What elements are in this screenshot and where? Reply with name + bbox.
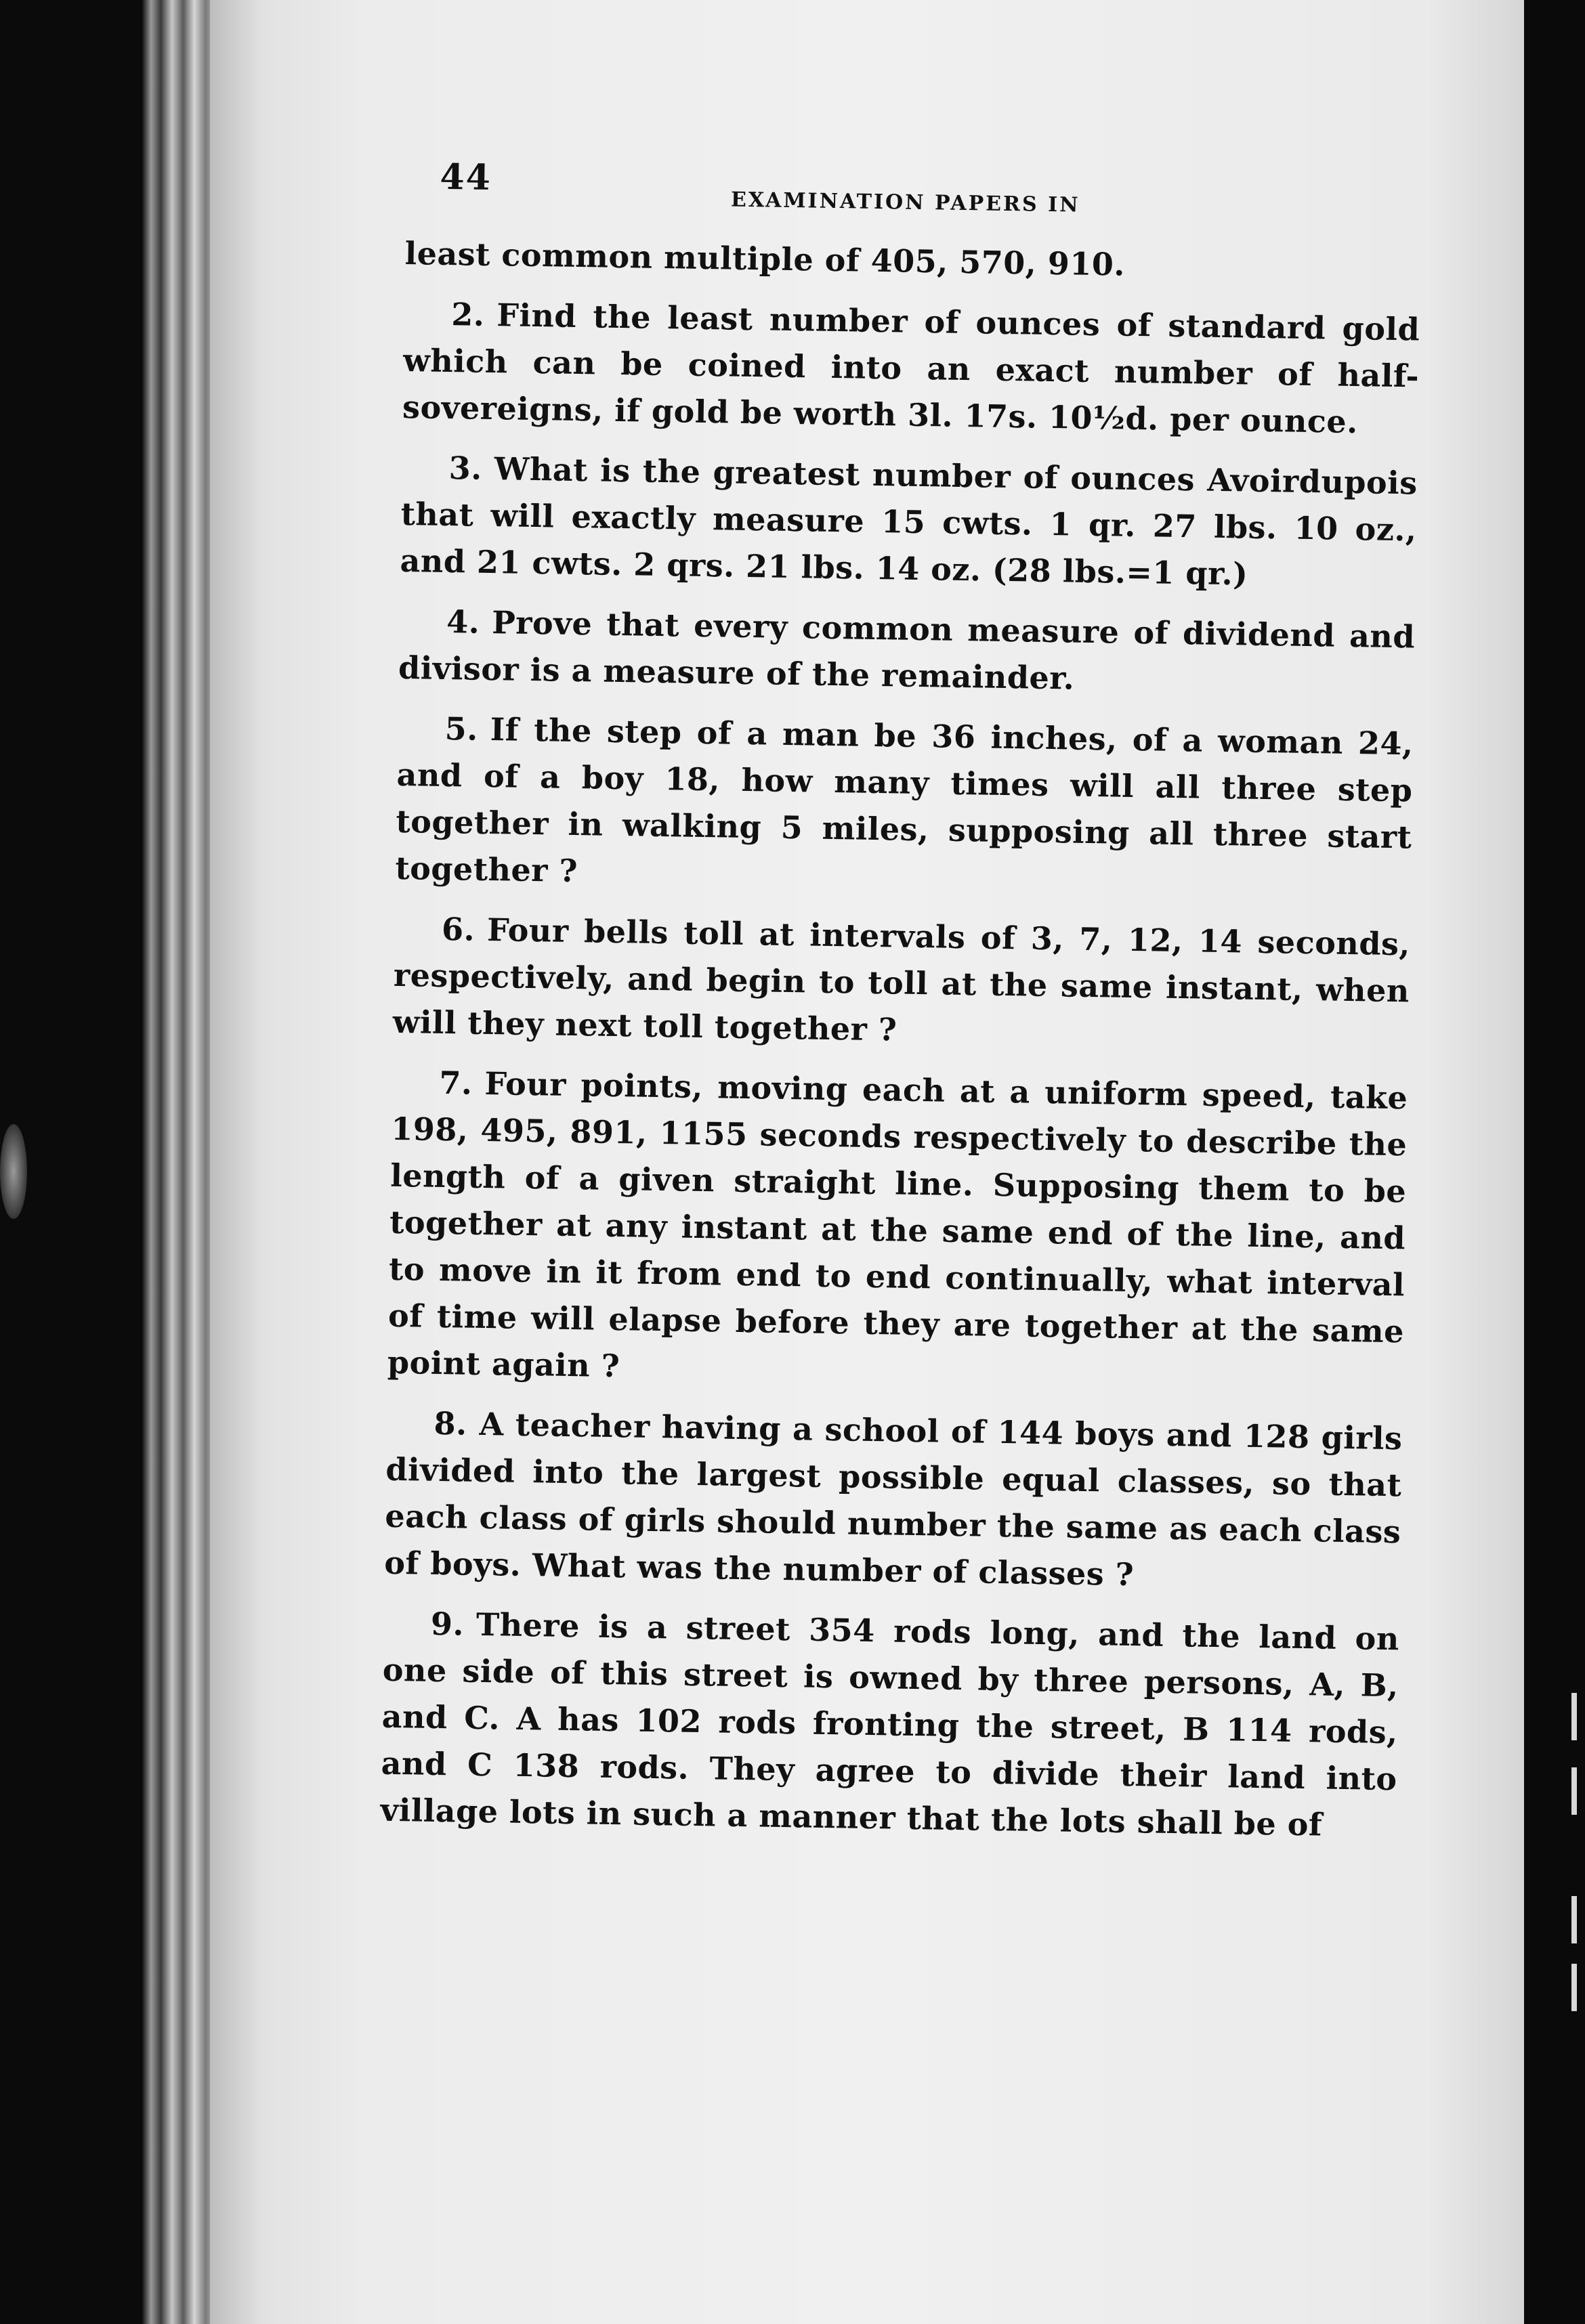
- problem-number: 3.: [448, 450, 483, 487]
- running-head-title: EXAMINATION PAPERS IN: [730, 188, 1080, 217]
- problem-number: 6.: [441, 910, 476, 948]
- problem-9: [380, 1600, 1399, 1850]
- edge-mark: [1571, 1693, 1577, 1740]
- problem-text: A teacher having a school of 144 boys and 128 girls divided into the largest possible equal classes, so that each class of girls should number the same as each class of boys. What was the number of classes ?: [383, 1405, 1403, 1593]
- problem-text: Find the least number of ounces of standard gold which can be coined into an exact number of half-sovereigns, if gold be worth 3l. 17s. 10½d. per ounce.: [402, 297, 1420, 441]
- page-number: 44: [440, 156, 492, 198]
- problem-text: Four points, moving each at a uniform speed, take 198, 495, 891, 1155 seconds respectively to describe the length of a given straight line. Supposing them to be together at any instant at the same end of the line, and to move in it from end to end continually, what interval of time will elapse before they are together at the same point again ?: [387, 1064, 1408, 1385]
- problem-number: 2.: [450, 296, 485, 333]
- scan-artifact: [0, 1124, 27, 1219]
- problem-number: 9.: [430, 1605, 465, 1643]
- problem-text: Four bells toll at intervals of 3, 7, 12, 14 seconds, respectively, and begin to toll at the same instant, when will they next toll together ?: [392, 911, 1411, 1048]
- problem-text: Prove that every common measure of dividend and divisor is a measure of the remainder.: [398, 604, 1416, 697]
- book-binding-edge: [142, 0, 217, 2324]
- edge-mark: [1571, 1896, 1577, 1943]
- edge-mark: [1571, 1767, 1577, 1815]
- problem-number: 4.: [446, 603, 480, 641]
- problem-3: [400, 444, 1418, 601]
- running-head: [405, 156, 1422, 246]
- problem-4: [398, 598, 1416, 708]
- problem-5: [395, 705, 1414, 908]
- problem-7: [387, 1059, 1408, 1402]
- problem-text: What is the greatest number of ounces Avoirdupois that will exactly measure 15 cwts. 1 qr. 27 lbs. 10 oz., and 21 cwts. 2 qrs. 21 lbs. 14 oz. (28 lbs.=1 qr.): [400, 450, 1418, 593]
- page-content: [380, 156, 1422, 1863]
- problem-8: [384, 1400, 1403, 1603]
- problem-text: If the step of a man be 36 inches, of a woman 24, and of a boy 18, how many times will all three step together in walking 5 miles, supposing all three start together ?: [395, 711, 1414, 890]
- problem-6: [392, 905, 1410, 1062]
- problem-number: 8.: [434, 1404, 468, 1442]
- problem-number: 5.: [444, 710, 479, 748]
- problem-number: 7.: [439, 1064, 473, 1102]
- problem-2: [402, 290, 1420, 447]
- edge-mark: [1571, 1964, 1577, 2011]
- problem-text: least common multiple of 405, 570, 910.: [404, 234, 1126, 283]
- problem-text: There is a street 354 rods long, and the land on one side of this street is owned by three persons, A, B, and C. A has 102 rods fronting the street, B 114 rods, and C 138 rods. They agree to divide their land into village lots in such a manner that the lots shall be of: [380, 1606, 1400, 1843]
- facing-page-edge: [1524, 0, 1585, 2324]
